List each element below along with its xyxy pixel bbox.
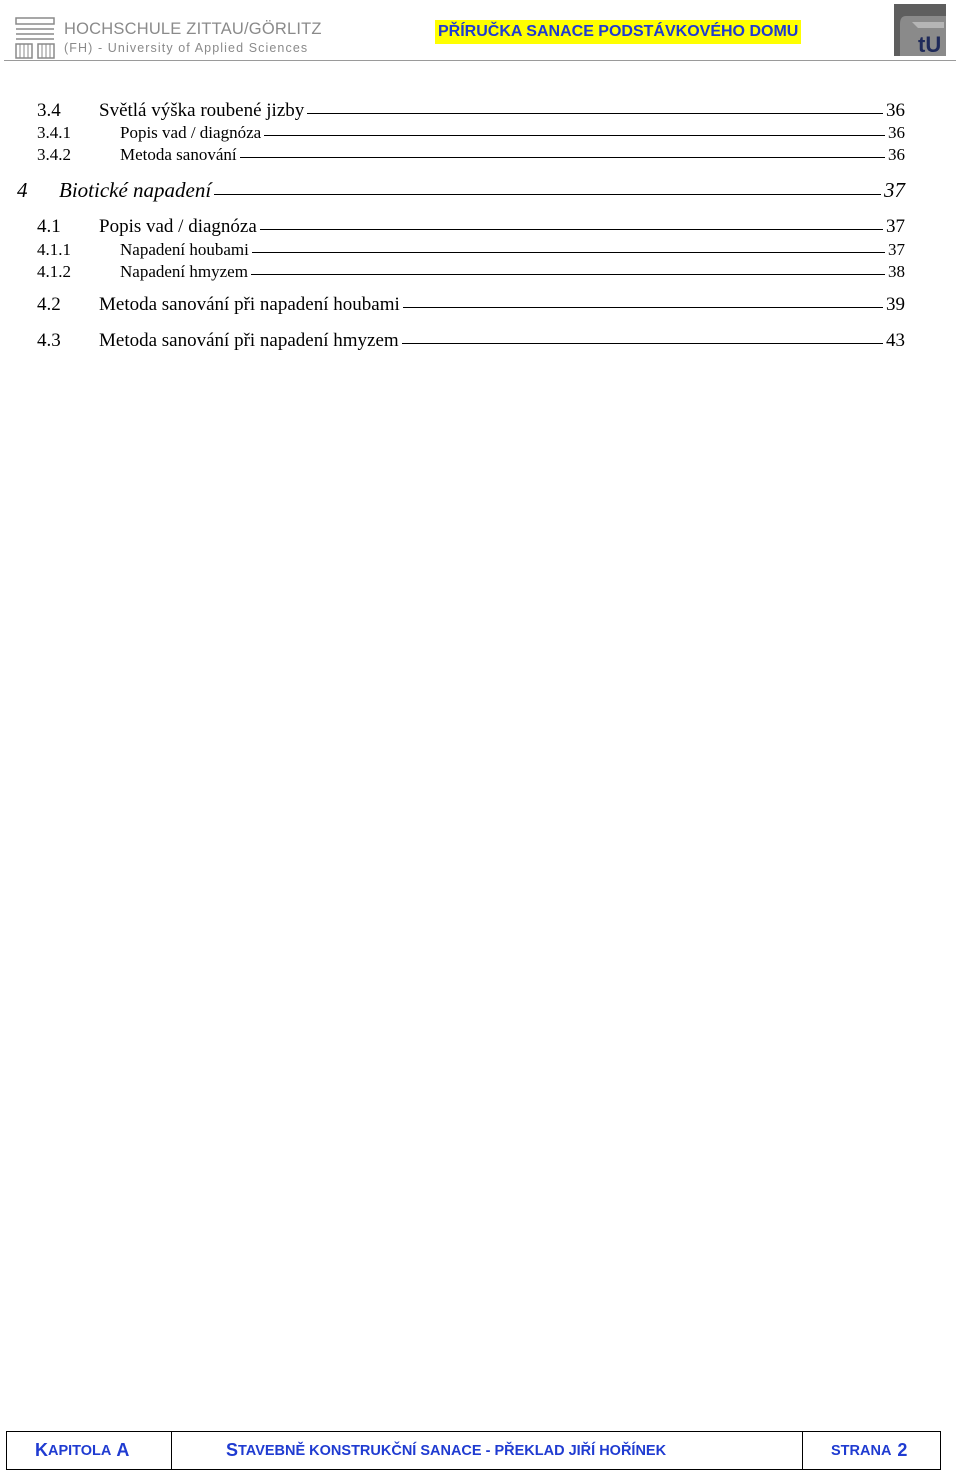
toc-entry-page: 37: [884, 178, 905, 202]
footer-chapter-word: APITOLA: [48, 1442, 112, 1459]
toc-entry[interactable]: [37, 294, 905, 316]
toc-entry-number: 3.4.2: [37, 145, 71, 164]
toc-entry-number: 3.4: [37, 100, 61, 121]
footer-chapter: [7, 1432, 171, 1469]
toc-entry[interactable]: [37, 145, 905, 165]
toc-entry[interactable]: [17, 178, 905, 203]
toc-entry-page: 36: [888, 123, 905, 142]
toc-entry-title: Metoda sanování při napadení hmyzem: [99, 330, 399, 351]
toc-entry-number: 4.1.1: [37, 240, 71, 259]
toc-leader-line: [264, 135, 885, 136]
footer-page: [803, 1432, 940, 1469]
toc-entry-page: 39: [886, 294, 905, 315]
footer-page-number: 2: [897, 1440, 908, 1460]
svg-text:tU: tU: [918, 32, 942, 57]
toc-entry-title: Metoda sanování: [120, 145, 237, 164]
toc-leader-line: [260, 229, 883, 230]
toc-entry[interactable]: [37, 216, 905, 238]
toc-entry-title: Světlá výška roubené jizby: [99, 100, 305, 121]
toc-entry-page: 36: [886, 100, 905, 121]
toc-leader-line: [251, 274, 885, 275]
toc-leader-line: [307, 113, 883, 114]
toc-entry-number: 4.3: [37, 330, 61, 351]
toc-entry-title: Metoda sanování při napadení houbami: [99, 294, 400, 315]
university-name: HOCHSCHULE ZITTAU/GÖRLITZ: [64, 20, 322, 38]
toc-entry-title: Napadení hmyzem: [120, 262, 248, 281]
toc-entry-title: Biotické napadení: [59, 178, 212, 202]
toc-entry-number: 3.4.1: [37, 123, 71, 142]
toc-leader-line: [403, 307, 883, 308]
footer-credit-text: TAVEBNĚ KONSTRUKČNÍ SANACE - PŘEKLAD JIŘÍ HOŘÍNEK: [238, 1442, 667, 1459]
footer-credit-initial: S: [226, 1440, 239, 1460]
footer-chapter-letter: A: [116, 1440, 130, 1460]
footer-page-label: STRANA: [831, 1442, 892, 1459]
toc-leader-line: [240, 157, 885, 158]
footer-document-credit: [171, 1432, 803, 1469]
building-columns-logo-icon: [14, 16, 58, 60]
toc-entry[interactable]: [37, 100, 905, 122]
university-subtitle: (FH) - University of Applied Sciences: [64, 41, 309, 55]
toc-entry[interactable]: [37, 240, 905, 260]
toc-entry-title: Popis vad / diagnóza: [120, 123, 262, 142]
toc-entry-title: Napadení houbami: [120, 240, 249, 259]
toc-entry-number: 4: [17, 178, 28, 202]
page-header: [0, 0, 960, 62]
toc-entry-title: Popis vad / diagnóza: [99, 216, 257, 237]
document-title: PŘÍRUČKA SANACE PODSTÁVKOVÉHO DOMU: [435, 20, 801, 44]
toc-entry-page: 38: [888, 262, 905, 281]
toc-entry-page: 37: [888, 240, 905, 259]
toc-entry-page: 36: [888, 145, 905, 164]
toc-entry-number: 4.1: [37, 216, 61, 237]
toc-entry-page: 37: [886, 216, 905, 237]
toc-entry[interactable]: [37, 262, 905, 282]
toc-leader-line: [214, 194, 881, 195]
toc-entry-number: 4.2: [37, 294, 61, 315]
toc-entry-number: 4.1.2: [37, 262, 71, 281]
toc-leader-line: [402, 343, 883, 344]
toc-leader-line: [252, 252, 885, 253]
toc-entry-page: 43: [886, 330, 905, 351]
page-footer: [6, 1431, 941, 1470]
footer-chapter-initial: K: [35, 1440, 48, 1460]
toc-entry[interactable]: [37, 330, 905, 352]
header-divider: [4, 60, 956, 61]
toc-entry[interactable]: [37, 123, 905, 143]
tu-logo-icon: [892, 2, 948, 58]
